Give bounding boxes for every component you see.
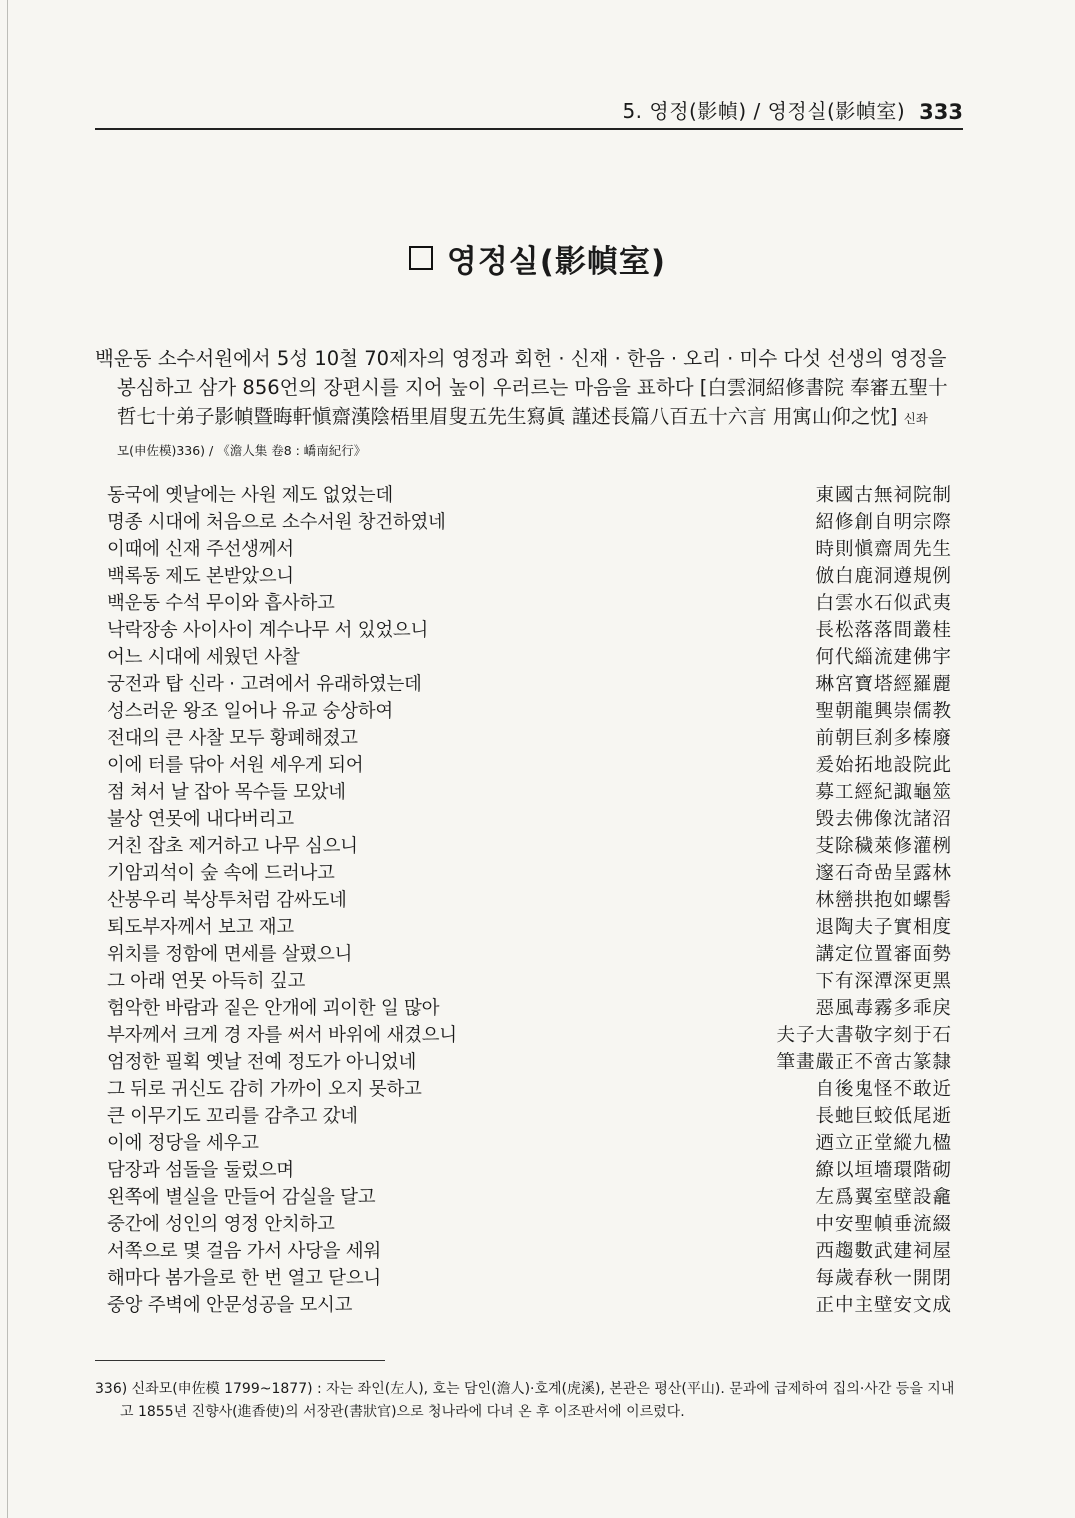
poem-line-korean: 그 뒤로 귀신도 감히 가까이 오지 못하고 [107, 1078, 422, 1100]
poem-line [107, 696, 952, 723]
poem-line [107, 885, 952, 912]
poem-line-chinese: 紹修創自明宗際 [815, 511, 952, 533]
poem-line-chinese: 每歲春秋一開閉 [815, 1267, 952, 1289]
poem-line [107, 507, 952, 534]
poem-line-chinese: 毁去佛像沈諸沼 [815, 808, 952, 830]
poem-line [107, 588, 952, 615]
poem-line [107, 750, 952, 777]
poem-line-chinese: 芟除穢萊修灌栵 [815, 835, 952, 857]
poem-line [107, 1155, 952, 1182]
source-citation: 모(申佐模)336) / 《澹人集 卷8 : 嶠南紀行》 [117, 443, 367, 458]
poem-heading-text: 백운동 소수서원에서 5성 10철 70제자의 영정과 회헌 · 신재 · 한음 · 오리 · 미수 다섯 선생의 영정을 봉심하고 삼가 856언의 장편시를 지어 높이 우러르는 마음을 표하다 [白雲洞紹修書院 奉審五聖十哲七十弟子影幀暨晦軒愼齋漢陰梧里眉叟五先生寫眞 謹述長篇八百五十六言 用寓山仰之忱] [95, 347, 948, 428]
poem-line-chinese: 退陶夫子實相度 [815, 916, 952, 938]
poem-line-chinese: 聖朝龍興崇儒教 [815, 700, 952, 722]
poem-line-korean: 왼쪽에 별실을 만들어 감실을 달고 [107, 1186, 376, 1208]
poem-line-korean: 명종 시대에 처음으로 소수서원 창건하였네 [107, 511, 446, 533]
poem-line-korean: 동국에 옛날에는 사원 제도 없었는데 [107, 484, 393, 506]
poem-line-chinese: 惡風毒霧多乖戾 [815, 997, 952, 1019]
poem-line-chinese: 倣白鹿洞遵規例 [815, 565, 952, 587]
page-edge-shadow [7, 0, 8, 1518]
poem-line-korean: 낙락장송 사이사이 계수나무 서 있었으니 [107, 619, 429, 641]
running-title: 5. 영정(影幀) / 영정실(影幀室) [622, 99, 906, 123]
poem-line-chinese: 爰始拓地設院此 [815, 754, 952, 776]
footnote-336: 336) 신좌모(申佐模 1799~1877) : 자는 좌인(左人), 호는 담인(澹人)·호계(虎溪), 본관은 평산(平山). 문과에 급제하여 집의·사간 등을 지내고 1855년 진향사(進香使)의 서장관(書狀官)으로 청나라에 다녀 온 후 이조판서에 이르렀다. [95, 1381, 955, 1420]
poem-line [107, 966, 952, 993]
poem-line-chinese: 長松落落間叢桂 [815, 619, 952, 641]
poem-line [107, 561, 952, 588]
poem-line-korean: 해마다 봄가을로 한 번 열고 닫으니 [107, 1267, 381, 1289]
poem-line [107, 1047, 952, 1074]
poem-line-chinese: 左爲翼室壁設龕 [815, 1186, 952, 1208]
poem-line-chinese: 筆畫嚴正不啻古篆隸 [776, 1051, 952, 1073]
section-title [0, 236, 1075, 281]
poem-line-korean: 성스러운 왕조 일어나 유교 숭상하여 [107, 700, 393, 722]
poem-line-chinese: 林巒拱抱如螺髻 [815, 889, 952, 911]
poem-line-korean: 이에 터를 닦아 서원 세우게 되어 [107, 754, 364, 776]
poem-line [107, 831, 952, 858]
poem-line-chinese: 琳宮寶塔經羅麗 [815, 673, 952, 695]
poem-line-chinese: 自後鬼怪不敢近 [815, 1078, 952, 1100]
poem-line [107, 777, 952, 804]
poem-line-korean: 중앙 주벽에 안문성공을 모시고 [107, 1294, 353, 1316]
poem-line-korean: 부자께서 크게 경 자를 써서 바위에 새겼으니 [107, 1024, 457, 1046]
poem-line [107, 723, 952, 750]
page-number: 333 [919, 100, 963, 124]
poem-line [107, 534, 952, 561]
poem-line-korean: 이때에 신재 주선생께서 [107, 538, 294, 560]
footnote-rule [95, 1360, 385, 1361]
poem-line-chinese: 募工經紀諏龜筮 [815, 781, 952, 803]
poem-line-korean: 험악한 바람과 짙은 안개에 괴이한 일 많아 [107, 997, 440, 1019]
poem-line [107, 912, 952, 939]
poem-line-chinese: 繚以垣墻環階砌 [815, 1159, 952, 1181]
poem-line-korean: 서쪽으로 몇 걸음 가서 사당을 세워 [107, 1240, 381, 1262]
poem-line-chinese: 何代緇流建佛宇 [815, 646, 952, 668]
poem-line-chinese: 中安聖幀垂流綴 [815, 1213, 952, 1235]
poem-line-chinese: 前朝巨刹多榛廢 [815, 727, 952, 749]
poem-heading [95, 344, 965, 433]
poem-line-korean: 위치를 정함에 면세를 살폈으니 [107, 943, 353, 965]
poem-line-korean: 중간에 성인의 영정 안치하고 [107, 1213, 335, 1235]
poem-line [107, 480, 952, 507]
author-name-start: 신좌 [903, 411, 928, 426]
poem-line-korean: 백운동 수석 무이와 흡사하고 [107, 592, 335, 614]
poem-line [107, 1074, 952, 1101]
poem-line [107, 939, 952, 966]
poem-line-korean: 전대의 큰 사찰 모두 황폐해졌고 [107, 727, 358, 749]
poem-line-korean: 산봉우리 북상투처럼 감싸도네 [107, 889, 347, 911]
poem-line-chinese: 白雲水石似武夷 [815, 592, 952, 614]
poem-line-chinese: 講定位置審面勢 [815, 943, 952, 965]
poem-line-korean: 거친 잡초 제거하고 나무 심으니 [107, 835, 358, 857]
poem-line-korean: 점 쳐서 날 잡아 목수들 모았네 [107, 781, 346, 803]
poem-line-korean: 어느 시대에 세웠던 사찰 [107, 646, 300, 668]
poem-line-korean: 불상 연못에 내다버리고 [107, 808, 294, 830]
poem-line-korean: 궁전과 탑 신라 · 고려에서 유래하였는데 [107, 673, 422, 695]
poem-line [107, 1209, 952, 1236]
poem-line-chinese: 下有深潭深更黑 [815, 970, 952, 992]
poem-line-chinese: 時則愼齋周先生 [815, 538, 952, 560]
poem-line [107, 615, 952, 642]
poem-line [107, 1290, 952, 1317]
poem-line [107, 1182, 952, 1209]
poem-line-korean: 큰 이무기도 꼬리를 감추고 갔네 [107, 1105, 358, 1127]
poem-line-chinese: 東國古無祠院制 [815, 484, 952, 506]
poem-line-korean: 퇴도부자께서 보고 재고 [107, 916, 294, 938]
poem-line-korean: 엄정한 필획 옛날 전예 정도가 아니었네 [107, 1051, 417, 1073]
poem-line-korean: 담장과 섬돌을 둘렀으며 [107, 1159, 294, 1181]
poem-line-chinese: 長虵巨蛟低尾逝 [815, 1105, 952, 1127]
poem-line [107, 1101, 952, 1128]
section-title-text: 영정실(影幀室) [446, 244, 667, 280]
poem-line [107, 858, 952, 885]
poem-line-chinese: 正中主壁安文成 [815, 1294, 952, 1316]
poem-body [107, 480, 952, 1317]
poem-line [107, 993, 952, 1020]
poem-line [107, 1236, 952, 1263]
poem-line [107, 642, 952, 669]
poem-line [107, 1263, 952, 1290]
running-header [95, 98, 963, 130]
poem-line-chinese: 迺立正堂縱九楹 [815, 1132, 952, 1154]
poem-line [107, 669, 952, 696]
poem-line-korean: 그 아래 연못 아득히 깊고 [107, 970, 306, 992]
poem-line-chinese: 邃石奇嵒呈露林 [815, 862, 952, 884]
poem-line-korean: 이에 정당을 세우고 [107, 1132, 259, 1154]
poem-line [107, 1020, 952, 1047]
square-bullet-icon [409, 246, 433, 270]
poem-line [107, 1128, 952, 1155]
poem-line-korean: 기암괴석이 숲 속에 드러나고 [107, 862, 335, 884]
poem-line-korean: 백록동 제도 본받았으니 [107, 565, 294, 587]
poem-line-chinese: 西趨數武建祠屋 [815, 1240, 952, 1262]
poem-line [107, 804, 952, 831]
poem-line-chinese: 夫子大書敬字刻于石 [776, 1024, 952, 1046]
